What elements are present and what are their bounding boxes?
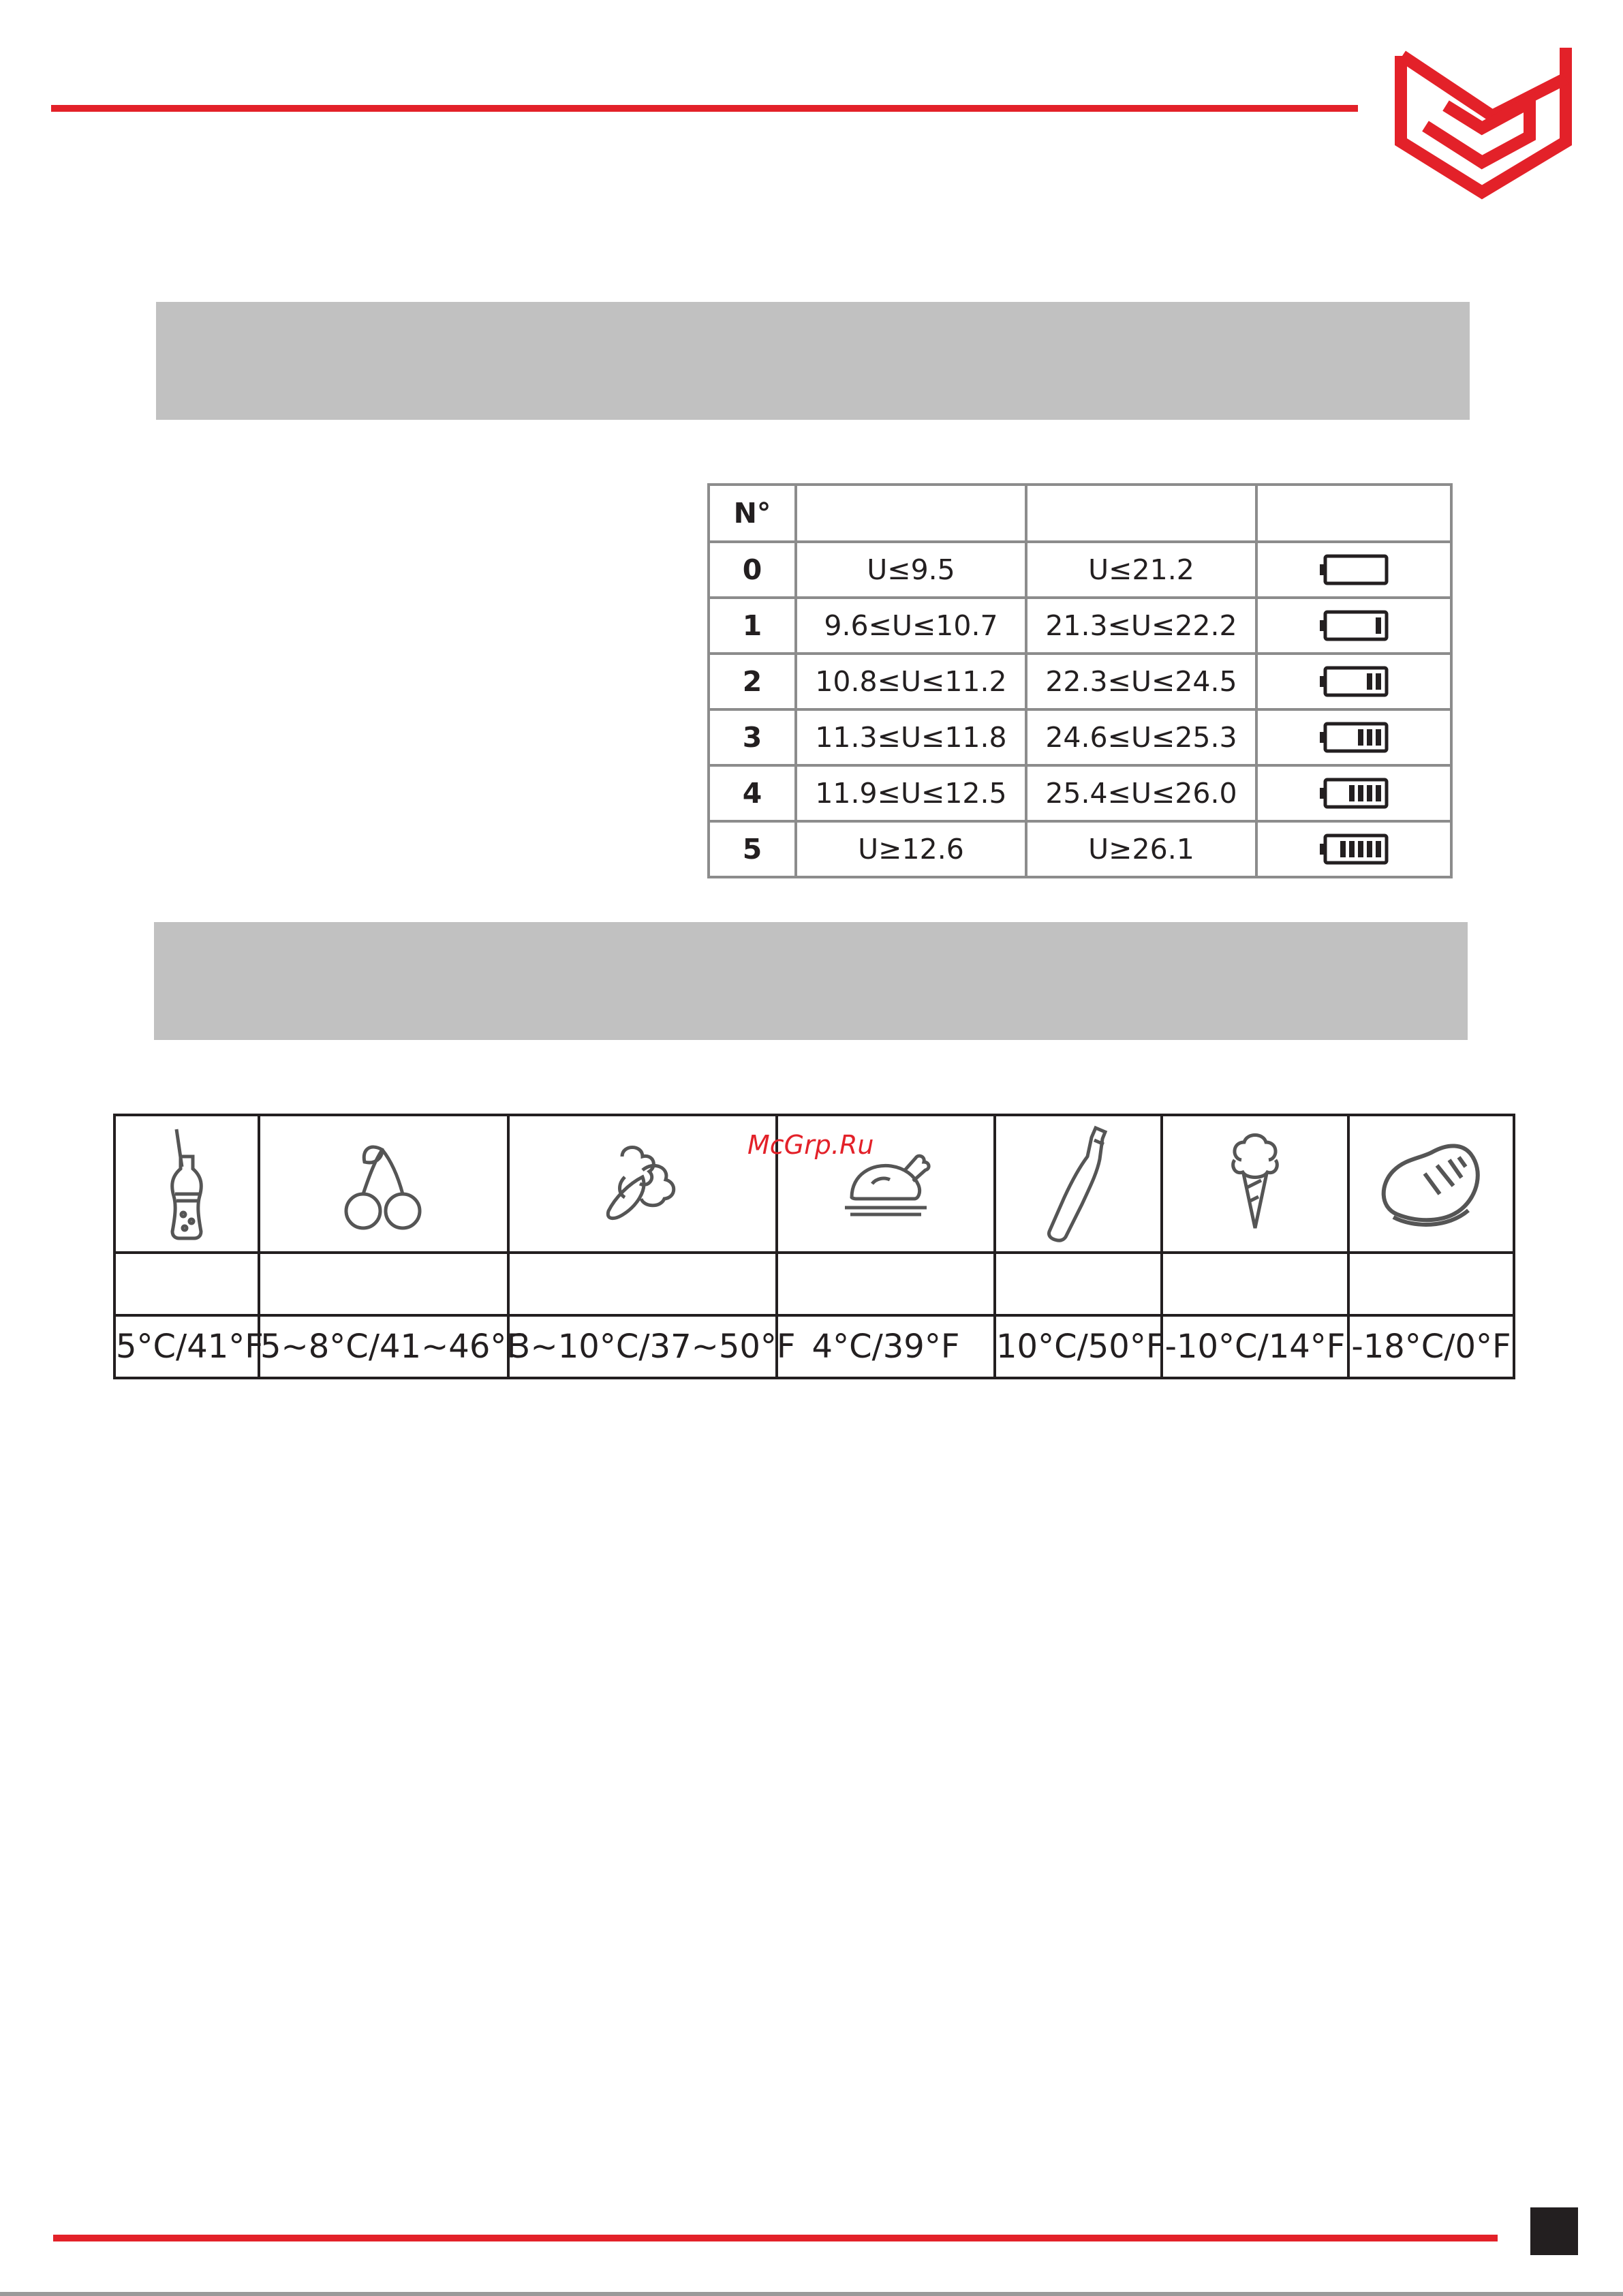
blank-cell bbox=[1162, 1253, 1348, 1315]
voltage-12v-cell: 10.8≤U≤11.2 bbox=[796, 654, 1026, 709]
temperature-cell: 4°C/39°F bbox=[777, 1315, 995, 1378]
blank-cell bbox=[777, 1253, 995, 1315]
voltage-12v-cell: 9.6≤U≤10.7 bbox=[796, 598, 1026, 654]
header-cell-24v bbox=[1026, 485, 1256, 542]
battery-bar bbox=[1376, 617, 1381, 634]
temperature-cell: -18°C/0°F bbox=[1348, 1315, 1514, 1378]
battery-bar bbox=[1376, 673, 1381, 690]
battery-indicator-cell bbox=[1256, 654, 1451, 709]
voltage-12v-cell: U≥12.6 bbox=[796, 821, 1026, 877]
voltage-24v-cell: 25.4≤U≤26.0 bbox=[1026, 765, 1256, 821]
header-cell-number: N° bbox=[709, 485, 796, 542]
temperature-cell: 5~8°C/41~46°F bbox=[259, 1315, 508, 1378]
food-cell bbox=[508, 1115, 777, 1253]
ice-cream-icon bbox=[1224, 1133, 1286, 1235]
voltage-12v-cell: 11.9≤U≤12.5 bbox=[796, 765, 1026, 821]
battery-bar bbox=[1367, 673, 1372, 690]
battery-level-table bbox=[707, 483, 1453, 878]
blank-cell bbox=[114, 1253, 259, 1315]
table-row bbox=[709, 654, 1451, 709]
battery-bar bbox=[1367, 841, 1372, 857]
voltage-24v-cell: 22.3≤U≤24.5 bbox=[1026, 654, 1256, 709]
food-cell bbox=[995, 1115, 1162, 1253]
food-cell bbox=[1162, 1115, 1348, 1253]
battery-bar bbox=[1367, 729, 1372, 746]
voltage-24v-cell: U≤21.2 bbox=[1026, 542, 1256, 598]
battery-indicator-cell bbox=[1256, 598, 1451, 654]
food-cell bbox=[114, 1115, 259, 1253]
blank-cell bbox=[1348, 1253, 1514, 1315]
food-blank-row bbox=[114, 1253, 1514, 1315]
voltage-24v-cell: U≥26.1 bbox=[1026, 821, 1256, 877]
battery-bar bbox=[1349, 785, 1355, 801]
level-number-cell: 1 bbox=[709, 598, 796, 654]
level-number-cell: 2 bbox=[709, 654, 796, 709]
battery-icon bbox=[1318, 664, 1389, 699]
battery-bar bbox=[1367, 785, 1372, 801]
level-number-cell: 5 bbox=[709, 821, 796, 877]
vegetables-icon bbox=[595, 1136, 690, 1231]
page-marker bbox=[1530, 2207, 1578, 2255]
battery-icon bbox=[1318, 609, 1389, 643]
table-row bbox=[709, 542, 1451, 598]
level-number-cell: 4 bbox=[709, 765, 796, 821]
table-row bbox=[709, 598, 1451, 654]
voltage-24v-cell: 24.6≤U≤25.3 bbox=[1026, 709, 1256, 765]
battery-bar bbox=[1340, 841, 1346, 857]
table-header-row bbox=[709, 485, 1451, 542]
temperature-cell: 5°C/41°F bbox=[114, 1315, 259, 1378]
battery-indicator-cell bbox=[1256, 821, 1451, 877]
battery-indicator-cell bbox=[1256, 542, 1451, 598]
battery-icon bbox=[1318, 720, 1389, 754]
blank-cell bbox=[995, 1253, 1162, 1315]
voltage-12v-cell: 11.3≤U≤11.8 bbox=[796, 709, 1026, 765]
food-temperature-row bbox=[114, 1315, 1514, 1378]
battery-icon bbox=[1318, 553, 1389, 587]
temperature-cell: -10°C/14°F bbox=[1162, 1315, 1348, 1378]
food-cell bbox=[1348, 1115, 1514, 1253]
wine-bottle-icon bbox=[1041, 1122, 1116, 1245]
food-cell bbox=[259, 1115, 508, 1253]
blank-cell bbox=[259, 1253, 508, 1315]
battery-icon bbox=[1318, 776, 1389, 810]
header-cell-12v bbox=[796, 485, 1026, 542]
voltage-12v-cell: U≤9.5 bbox=[796, 542, 1026, 598]
battery-indicator-cell bbox=[1256, 709, 1451, 765]
footer-rule bbox=[53, 2235, 1498, 2241]
table-row bbox=[709, 765, 1451, 821]
section-band-1 bbox=[156, 302, 1470, 420]
battery-bar bbox=[1376, 841, 1381, 857]
header-rule bbox=[51, 105, 1358, 112]
blank-cell bbox=[508, 1253, 777, 1315]
battery-bar bbox=[1349, 841, 1355, 857]
table-row bbox=[709, 709, 1451, 765]
battery-icon bbox=[1318, 832, 1389, 866]
voltage-24v-cell: 21.3≤U≤22.2 bbox=[1026, 598, 1256, 654]
battery-bar bbox=[1358, 785, 1363, 801]
level-number-cell: 3 bbox=[709, 709, 796, 765]
temperature-cell: 10°C/50°F bbox=[995, 1315, 1162, 1378]
bottom-edge bbox=[0, 2292, 1623, 2296]
soda-bottle-icon bbox=[163, 1126, 211, 1242]
table-row bbox=[709, 821, 1451, 877]
level-number-cell: 0 bbox=[709, 542, 796, 598]
section-band-2 bbox=[154, 922, 1468, 1040]
battery-bar bbox=[1376, 729, 1381, 746]
steak-icon bbox=[1377, 1133, 1486, 1235]
cherry-icon bbox=[343, 1136, 424, 1231]
brand-logo bbox=[1390, 41, 1574, 204]
battery-bar bbox=[1358, 841, 1363, 857]
battery-bar bbox=[1376, 785, 1381, 801]
watermark: McGrp.Ru bbox=[747, 1130, 874, 1160]
battery-indicator-cell bbox=[1256, 765, 1451, 821]
header-cell-indicator bbox=[1256, 485, 1451, 542]
battery-bar bbox=[1358, 729, 1363, 746]
temperature-cell: 3~10°C/37~50°F bbox=[508, 1315, 777, 1378]
